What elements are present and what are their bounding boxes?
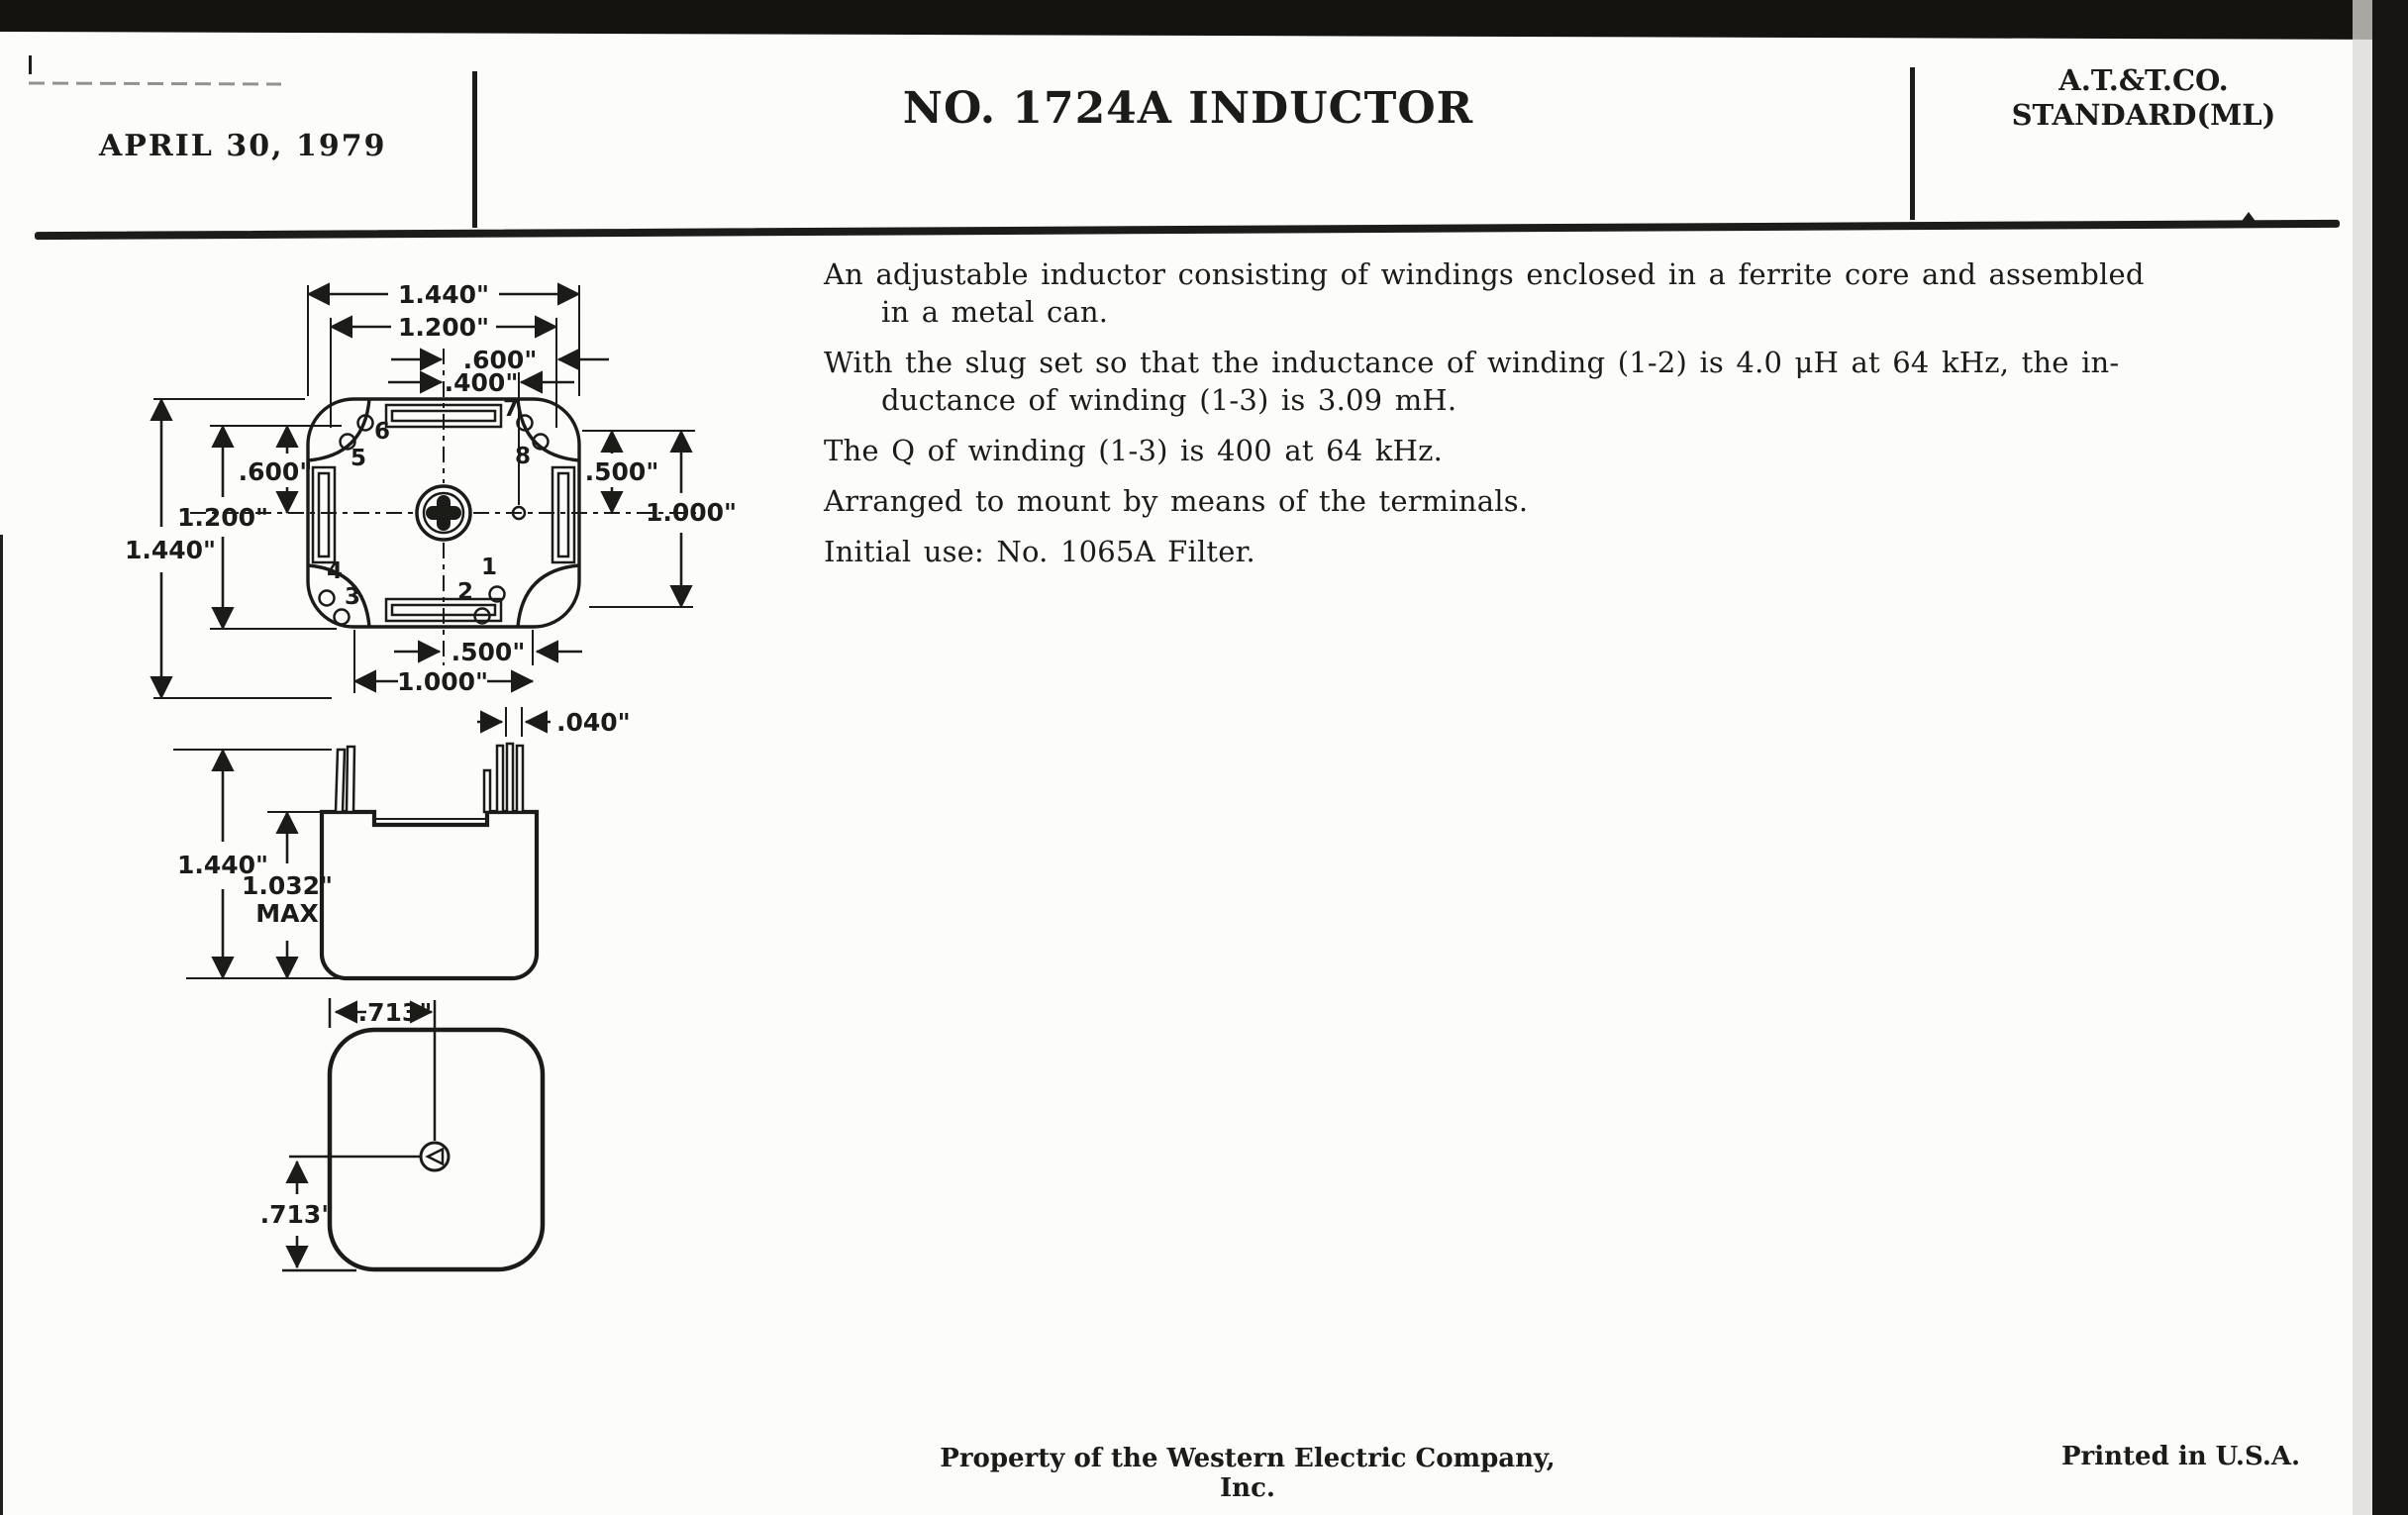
- terminal-4: 4: [326, 558, 344, 584]
- description-block: [824, 255, 2374, 583]
- org-block: [1970, 63, 2317, 133]
- description-paragraph: The Q of winding (1-3) is 400 at 64 kHz.: [824, 434, 1444, 467]
- page-title: NO. 1724A INDUCTOR: [902, 83, 1474, 134]
- footer-property-notice: Property of the Western Electric Company, Inc.: [940, 1444, 1555, 1503]
- terminal-numbers: [327, 396, 531, 610]
- bottom-view-drawing: [178, 990, 733, 1317]
- description-line: ductance of winding (1-3) is 3.09 mH.: [881, 383, 1457, 417]
- scan-artifact-top-bar: [0, 0, 2408, 40]
- header-divider-right: [1910, 67, 1915, 220]
- dim-bottom-half: .500": [451, 638, 526, 666]
- dim-width-inner: 1.200": [397, 313, 490, 342]
- dim-can-height: 1.032": [241, 871, 334, 900]
- dim-width-small: .400": [444, 368, 519, 397]
- description-paragraph: Initial use: No. 1065A Filter.: [824, 535, 1255, 568]
- bottom-view-extension-lines: [282, 998, 435, 1270]
- terminal-7: 7: [502, 396, 520, 422]
- dim-width-outer: 1.440": [397, 280, 490, 309]
- dim-height-outer: 1.440": [124, 536, 217, 564]
- dim-width-half: .600": [462, 346, 538, 374]
- dim-right-half: .500": [584, 457, 659, 486]
- terminal-6: 6: [373, 419, 391, 445]
- orientation-marker: [428, 1150, 443, 1164]
- terminal-2: 2: [456, 579, 474, 605]
- description-line: in a metal can.: [881, 295, 1109, 329]
- scan-artifact-right-band: [2372, 0, 2408, 1515]
- dim-total-height: 1.440": [176, 851, 269, 879]
- scan-artifact-right-smudge: [2353, 0, 2372, 1515]
- org-line1: A.T.&T.CO.: [2058, 63, 2229, 97]
- side-view-drawing: [129, 693, 683, 1035]
- terminal-5: 5: [350, 446, 367, 471]
- footer-printed-notice: Printed in U.S.A.: [2061, 1442, 2301, 1471]
- dim-height-half: .600": [238, 457, 313, 486]
- description-paragraph: Arranged to mount by means of the terminals.: [824, 484, 1529, 518]
- dim-marker-y: .713": [259, 1200, 335, 1229]
- scan-artifact-left-edge: [0, 535, 3, 1515]
- dim-right-full: 1.000": [645, 498, 738, 527]
- description-paragraph: [824, 344, 2374, 419]
- description-line: An adjustable inductor consisting of windings enclosed in a ferrite core and assembled: [824, 257, 2145, 291]
- header-rule-tick: [2240, 212, 2258, 224]
- terminal-3: 3: [344, 584, 361, 610]
- terminal-8: 8: [514, 444, 532, 469]
- dim-marker-x: .713": [357, 998, 433, 1027]
- scan-artifact-corner-mark: [29, 55, 32, 74]
- description-line: With the slug set so that the inductance of winding (1-2) is 4.0 μH at 64 kHz, the in-: [824, 346, 2120, 379]
- bottom-view-can: [330, 1030, 543, 1269]
- slug-screw: [417, 486, 470, 540]
- dim-can-height-max: MAX: [255, 899, 319, 928]
- description-paragraph: [824, 255, 2374, 331]
- scan-artifact-corner-squiggle: [29, 82, 281, 86]
- dim-bottom-full: 1.000": [396, 667, 489, 696]
- top-view-drawing: [124, 178, 738, 713]
- side-view-dimensions: [177, 708, 631, 978]
- org-line2: STANDARD(ML): [2011, 98, 2276, 132]
- document-date: APRIL 30, 1979: [99, 129, 387, 163]
- dim-pin-width: .040": [556, 708, 631, 737]
- side-view-can: [322, 744, 537, 978]
- dim-height-inner: 1.200": [176, 503, 269, 532]
- terminal-1: 1: [480, 555, 498, 580]
